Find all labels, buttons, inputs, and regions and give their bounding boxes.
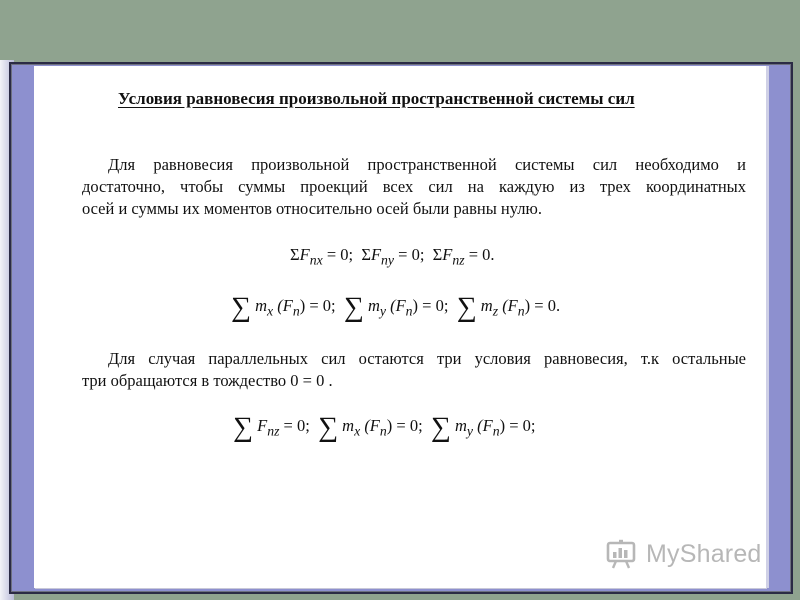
paragraph-1-line-1: Для равновесия произвольной пространственной системы сил необходимо и [108, 155, 746, 174]
watermark-text: MyShared [646, 539, 762, 568]
paragraph-1-line-2: достаточно, чтобы суммы проекций всех сил на каждую из трех координатных [82, 177, 746, 196]
force-symbol: F [299, 245, 310, 264]
sum-symbol: ∑ [233, 412, 253, 443]
sum-symbol: ∑ [343, 292, 364, 323]
page-title: Условия равновесия произвольной пространственной системы сил [118, 89, 635, 108]
subscript-n: n [292, 303, 300, 319]
sigma-symbol: Σ [290, 245, 300, 264]
equals-zero: = 0; [279, 416, 310, 435]
moment-symbol: m [342, 416, 355, 435]
fn-open: (F [360, 416, 380, 435]
fn-close: ) = 0; [412, 296, 449, 315]
equals-zero: = 0; [394, 245, 425, 264]
subscript-n: n [517, 303, 525, 319]
subscript-nz: nz [267, 423, 280, 439]
paragraph-2 [82, 348, 746, 392]
paragraph-1-line-3: осей и суммы их моментов относительно осей были равны нулю. [82, 199, 542, 218]
fn-close-end: ) = 0. [524, 296, 561, 315]
formula-moments [231, 292, 560, 324]
moment-symbol: m [480, 296, 493, 315]
fn-open: (F [273, 296, 293, 315]
equals-zero-end: = 0. [464, 245, 495, 264]
subscript-n: n [492, 423, 500, 439]
sigma-symbol: Σ [361, 245, 371, 264]
subscript-y: y [379, 303, 386, 319]
fn-open: (F [498, 296, 518, 315]
subscript-y: y [466, 423, 474, 439]
sum-symbol: ∑ [231, 292, 251, 323]
moment-symbol: m [255, 296, 268, 315]
paragraph-1 [82, 154, 746, 220]
formula-projections [290, 245, 495, 268]
fn-close: ) = 0; [299, 296, 336, 315]
formula-parallel [233, 412, 536, 444]
sum-symbol: ∑ [456, 292, 477, 323]
subscript-nx: nx [309, 252, 323, 268]
card-right-edge [766, 66, 769, 588]
moment-symbol: m [367, 296, 380, 315]
fn-close: ) = 0; [499, 416, 536, 435]
force-symbol: F [257, 416, 268, 435]
fn-open: (F [385, 296, 406, 315]
sum-symbol: ∑ [318, 412, 339, 443]
subscript-n: n [379, 423, 387, 439]
subscript-n: n [405, 303, 413, 319]
content-card [34, 66, 766, 588]
subscript-ny: ny [381, 252, 395, 268]
sigma-symbol: Σ [432, 245, 443, 264]
subscript-x: x [354, 423, 361, 439]
equals-zero: = 0; [322, 245, 354, 264]
moment-symbol: m [455, 416, 467, 435]
fn-close: ) = 0; [386, 416, 423, 435]
myshared-logo-icon [606, 538, 640, 570]
fn-open: (F [473, 416, 493, 435]
paragraph-2-line-1: Для случая параллельных сил остаются три условия равновесия, т.к остальные [108, 349, 746, 368]
sum-symbol: ∑ [430, 412, 451, 443]
subscript-nz: nz [452, 252, 465, 268]
subscript-x: x [267, 303, 274, 319]
subscript-z: z [492, 303, 499, 319]
watermark [606, 536, 762, 572]
force-symbol: F [442, 245, 453, 264]
force-symbol: F [370, 245, 382, 264]
paragraph-2-line-2: три обращаются в тождество 0 = 0 . [82, 371, 333, 390]
